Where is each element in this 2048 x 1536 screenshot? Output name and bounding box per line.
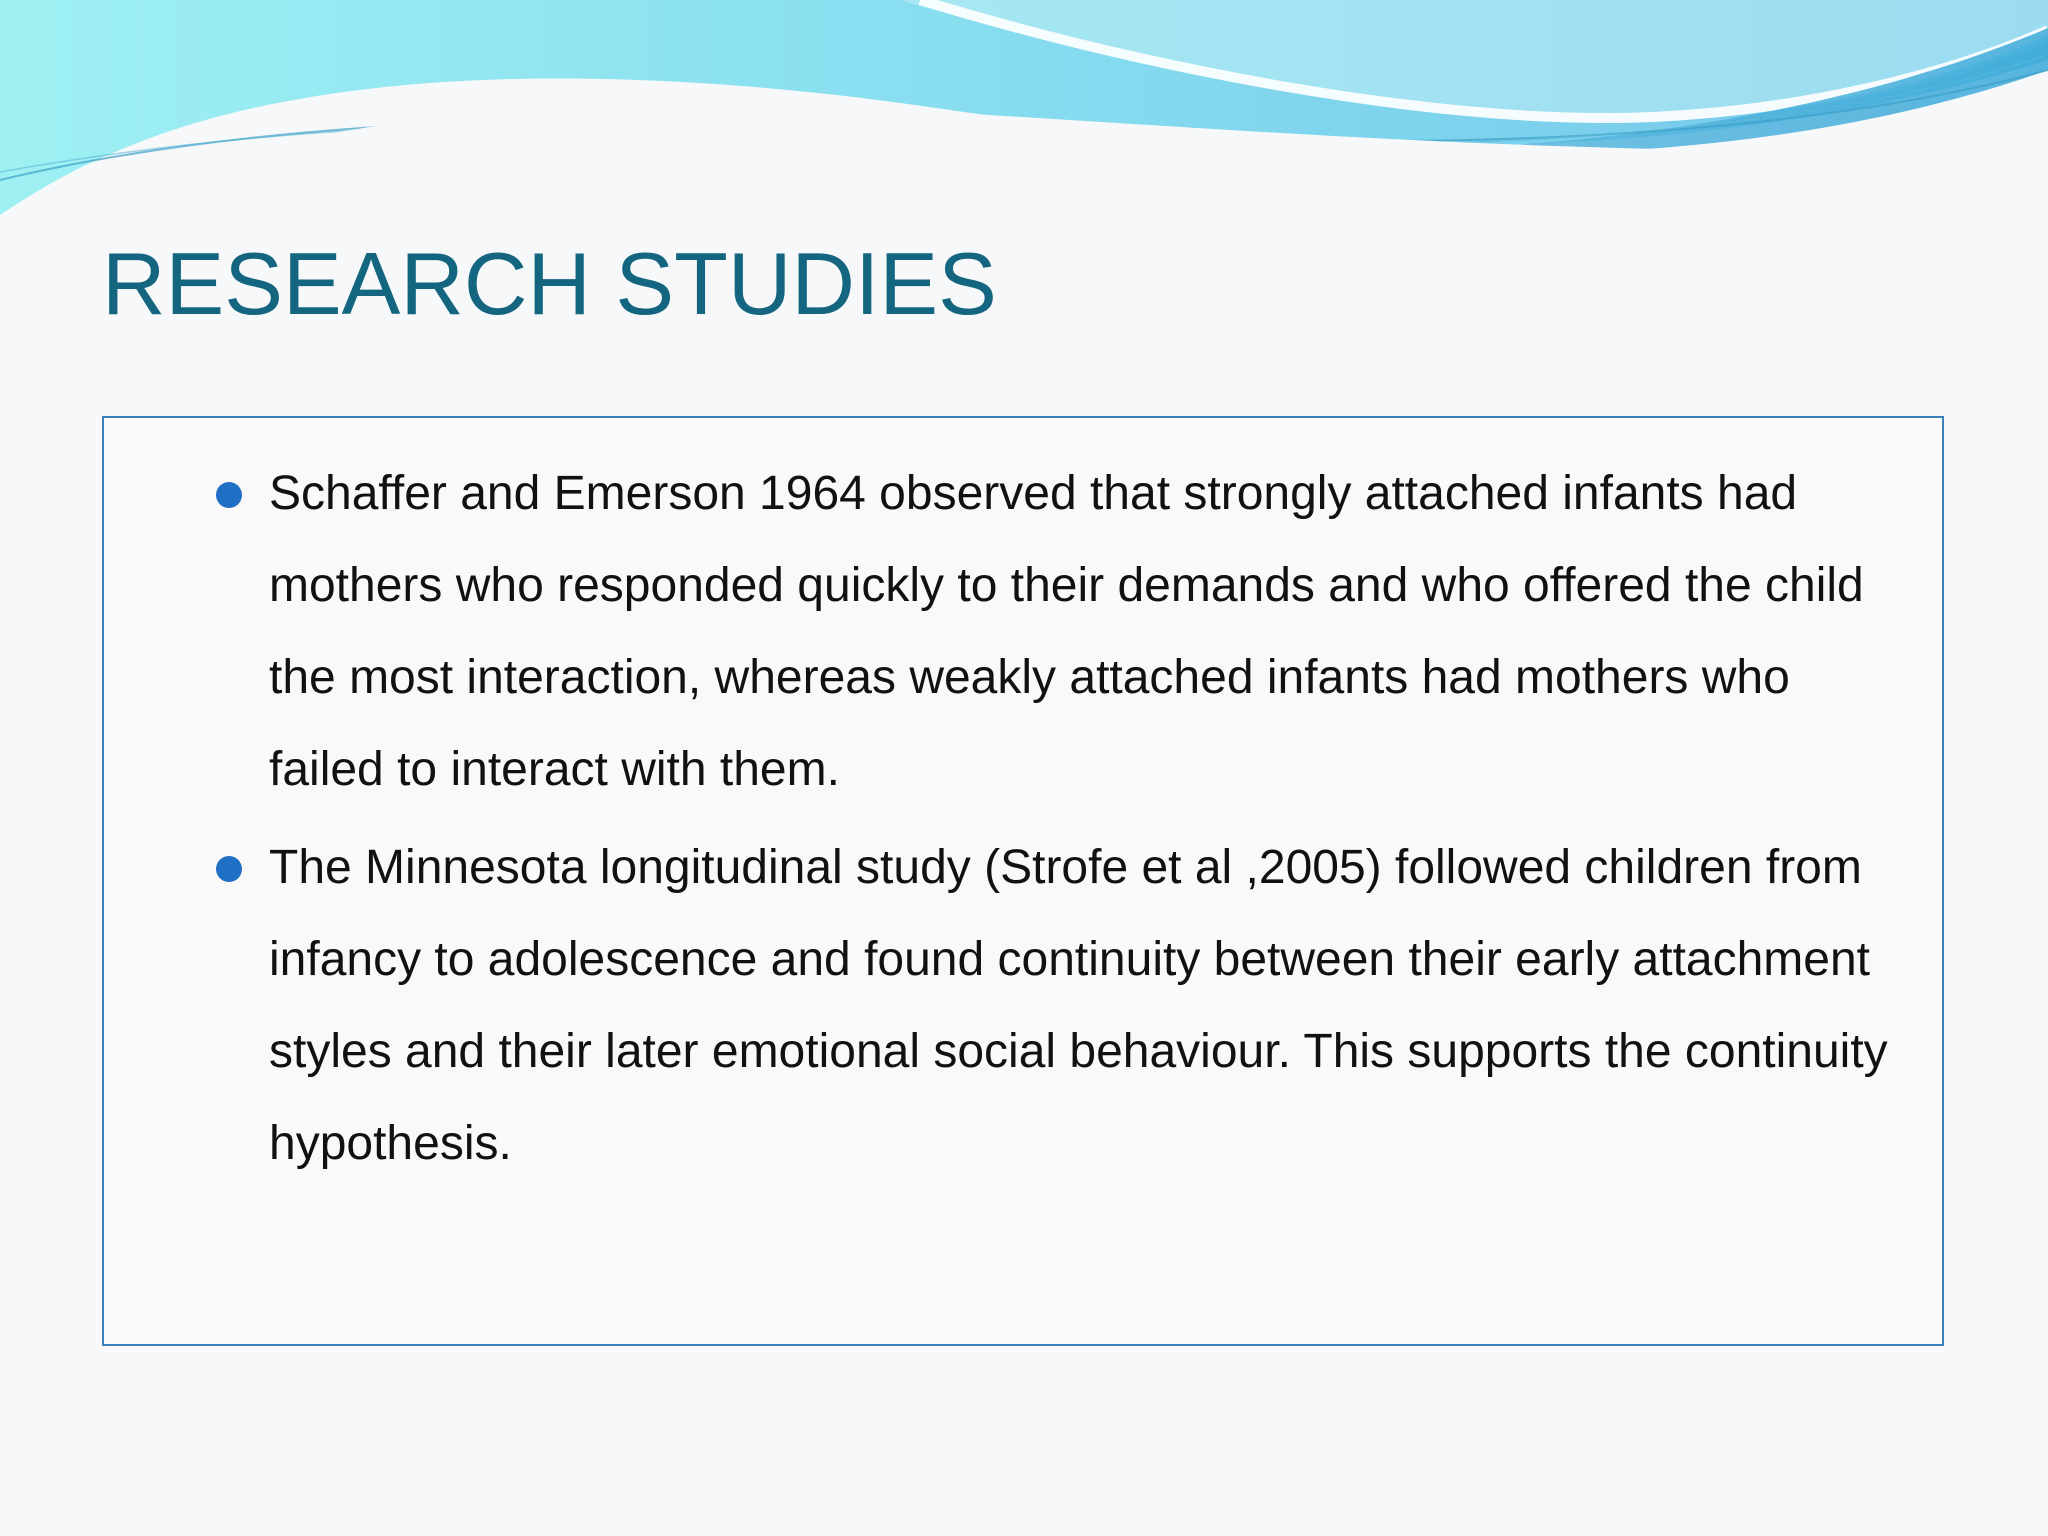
bullet-dot-icon: [216, 482, 242, 508]
bullet-dot-icon: [216, 856, 242, 882]
slide-title: RESEARCH STUDIES: [102, 234, 997, 333]
header-wave-decoration: [0, 0, 2048, 240]
bullet-list: [104, 418, 1942, 1190]
list-item: [269, 822, 1902, 1190]
bullet-text: The Minnesota longitudinal study (Strofe et al ,2005) followed children from infancy to adolescence and found continuity between their early attachment styles and their later emotional social behaviour. This supports the continuity hypothesis.: [269, 841, 1888, 1170]
list-item: [269, 448, 1902, 816]
bullet-text: Schaffer and Emerson 1964 observed that strongly attached infants had mothers who responded quickly to their demands and who offered the child the most interaction, whereas weakly attached infants had mothers who failed to interact with them.: [269, 467, 1864, 796]
content-box: [102, 416, 1944, 1346]
